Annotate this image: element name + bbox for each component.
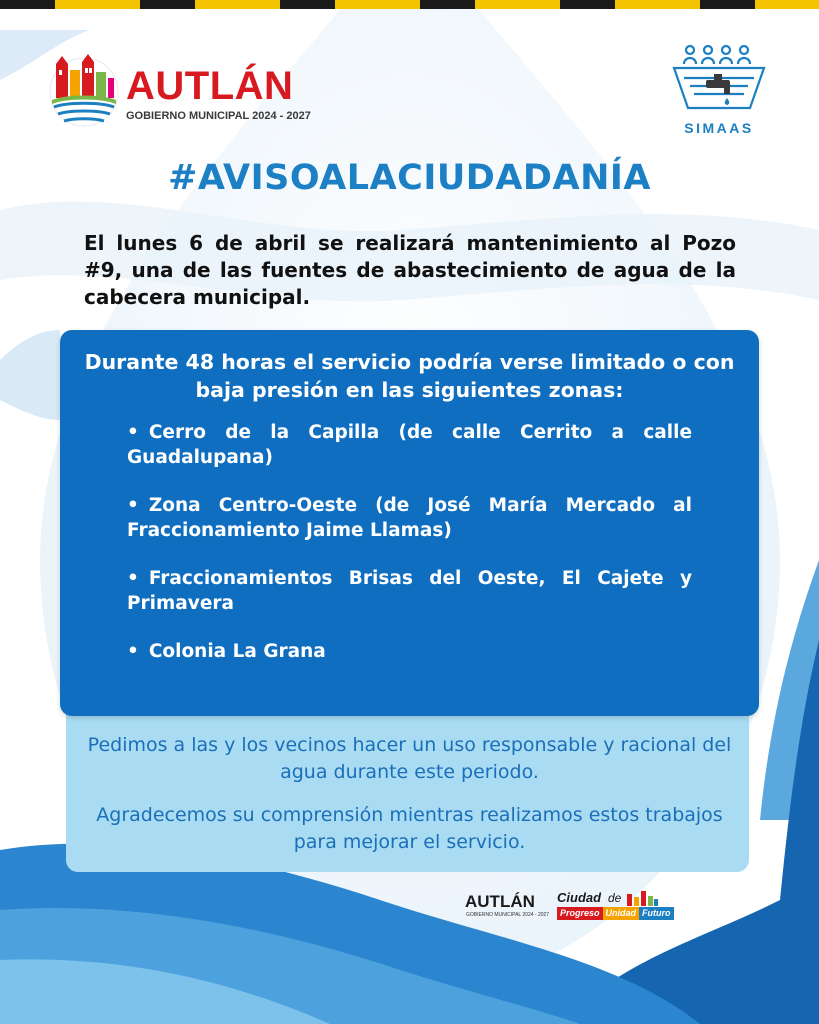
hashtag-title: #AVISOALACIUDADANÍA (168, 158, 651, 198)
zone-label: Fraccionamientos Brisas del Oeste, El Cajete y Primavera (127, 568, 692, 614)
top-hazard-stripe (0, 0, 819, 9)
intro-paragraph: El lunes 6 de abril se realizará mantenimiento al Pozo #9, una de las fuentes de abastecimiento de agua de la cabecera municipal. (84, 231, 736, 309)
footer-logo (465, 888, 671, 928)
footer-slogan-lead: Ciudad (557, 890, 602, 905)
footer-logo-subtitle: GOBIERNO MUNICIPAL 2024 - 2027 (466, 912, 550, 918)
list-item (127, 493, 692, 543)
autlan-logo-subtitle: GOBIERNO MUNICIPAL 2024 - 2027 (126, 110, 311, 122)
closing-paragraph-2: Agradecemos su comprensión mientras realizamos estos trabajos para mejorar el servicio. (96, 804, 723, 853)
zone-label: Cerro de la Capilla (de calle Cerrito a calle Guadalupana) (127, 422, 692, 468)
closing-text (80, 732, 739, 856)
footer-slogan-de: de (608, 891, 622, 905)
town-skyline-emblem-icon (46, 52, 122, 128)
slogan-tag-progreso: Progreso (557, 907, 603, 920)
list-item (127, 420, 692, 470)
list-item (127, 566, 692, 616)
footer-logo-name: AUTLÁN (465, 892, 535, 911)
zone-label: Zona Centro-Oeste (de José María Mercado al Fraccionamiento Jaime Llamas) (127, 495, 692, 541)
slogan-tag-unidad: Unidad (603, 907, 640, 920)
simaas-logo (664, 42, 774, 138)
mini-skyline-icon (625, 888, 659, 906)
closing-paragraph-1: Pedimos a las y los vecinos hacer un uso responsable y racional del agua durante este periodo. (87, 734, 732, 783)
list-item (127, 639, 692, 664)
zones-list (127, 420, 692, 687)
footer-slogan-tags (557, 907, 674, 920)
zone-label: Colonia La Grana (148, 641, 326, 662)
slogan-tag-futuro: Futuro (639, 907, 674, 920)
bullet: • (127, 422, 139, 443)
bullet: • (127, 641, 139, 662)
bullet: • (127, 495, 139, 516)
zones-heading: Durante 48 horas el servicio podría verse limitado o con baja presión en las siguientes zonas: (84, 350, 735, 402)
autlan-logo-name: AUTLÁN (126, 64, 294, 108)
bullet: • (127, 568, 139, 589)
simaas-logo-name: SIMAAS (684, 120, 754, 136)
water-faucet-people-icon (670, 42, 768, 118)
affected-zones-card (60, 330, 759, 716)
autlan-logo (46, 52, 336, 132)
